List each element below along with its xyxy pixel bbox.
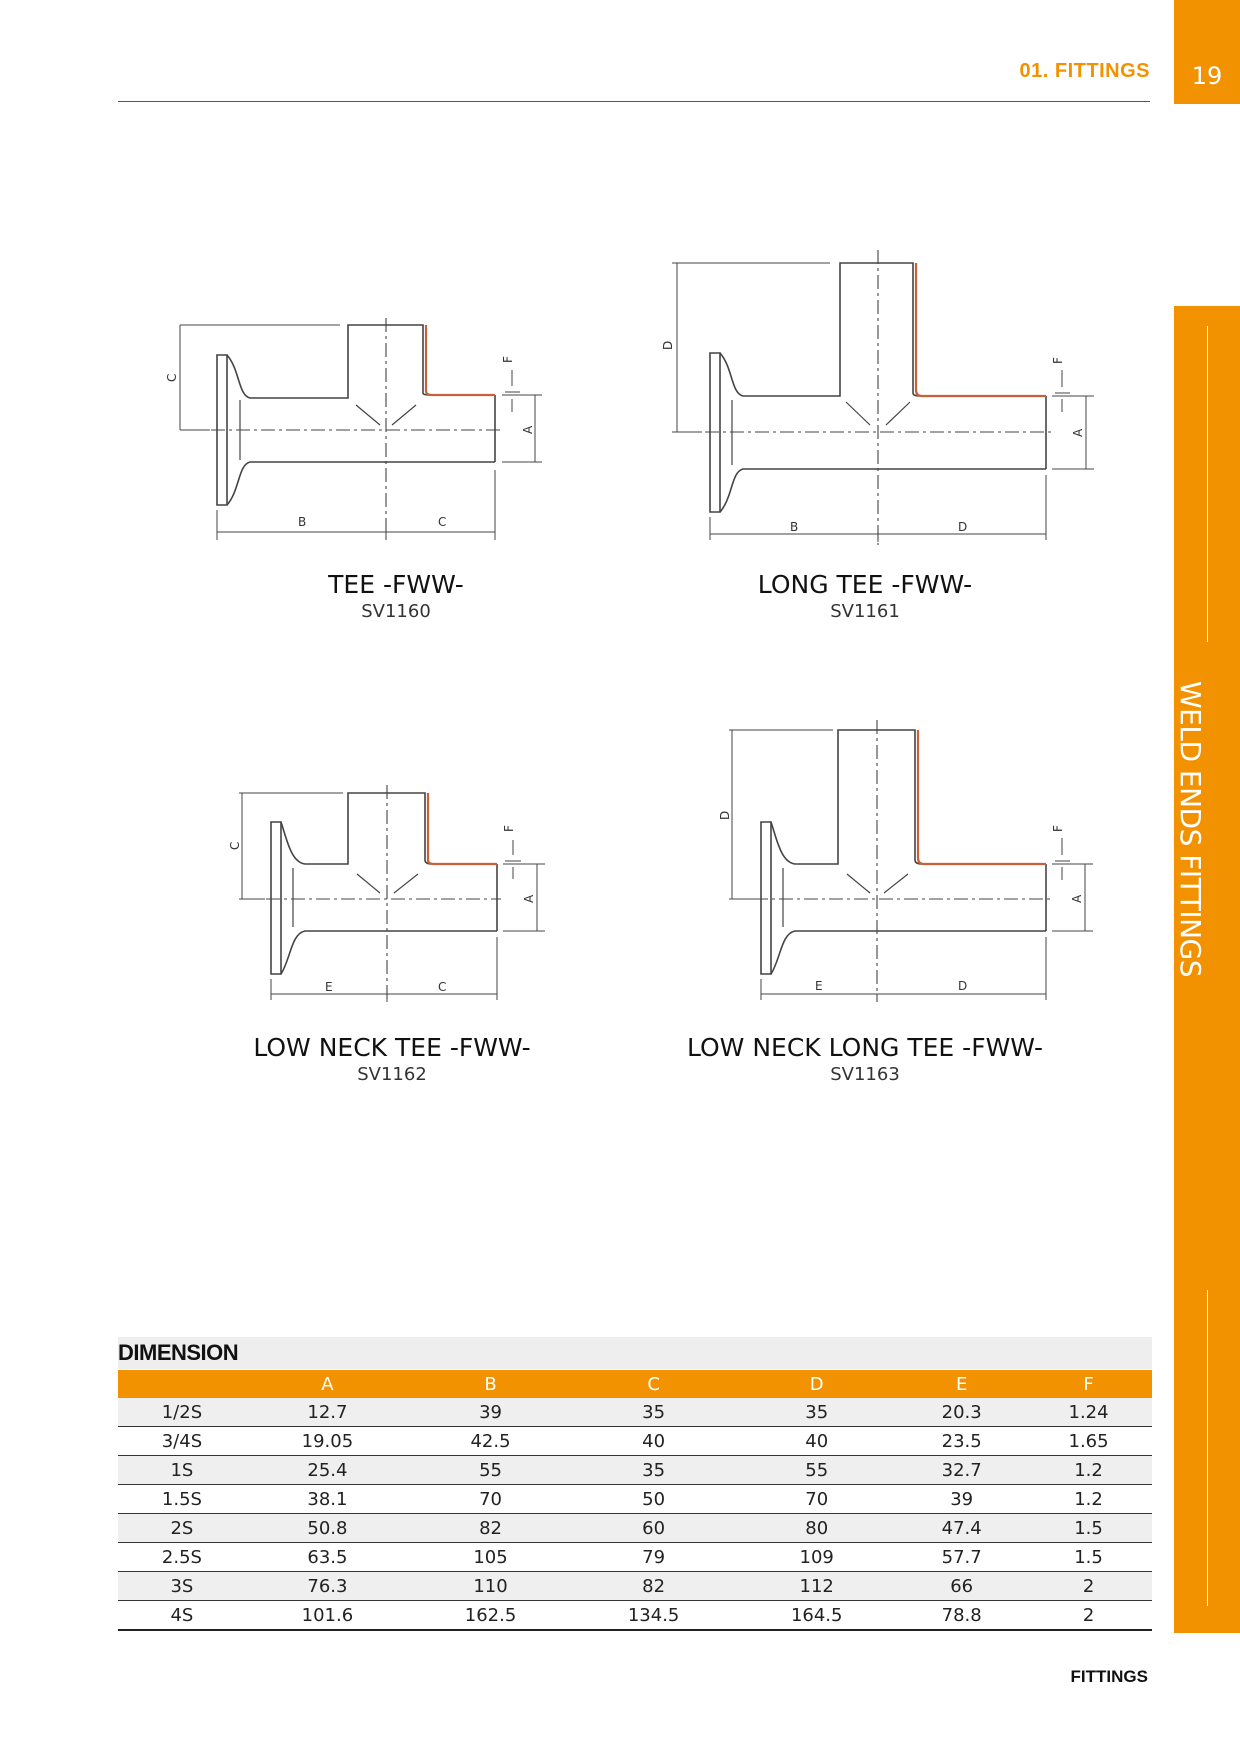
size-cell: 4S: [118, 1601, 246, 1631]
table-cell: 55: [735, 1456, 898, 1485]
low-neck-tee-dim-f: F: [502, 825, 516, 832]
low-neck-long-tee-dim-d-vertical: D: [718, 810, 732, 820]
footer-label: FITTINGS: [1070, 1667, 1148, 1686]
table-cell: 2: [1025, 1601, 1152, 1631]
page-number: 19: [1191, 62, 1223, 90]
tee-title: TEE -FWW-: [328, 570, 464, 599]
side-tab: [1174, 306, 1240, 1633]
table-cell: 105: [409, 1543, 572, 1572]
dimension-header-bar: [118, 1337, 1152, 1369]
table-row: [118, 1456, 1152, 1485]
figure-low-neck-long-tee: [715, 720, 1115, 1010]
figure-long-tee: [660, 250, 1100, 550]
tee-dim-b: B: [298, 515, 307, 529]
table-cell: 35: [572, 1398, 735, 1427]
low-neck-tee-dim-c-vertical: C: [228, 841, 242, 850]
low-neck-tee-dim-e: E: [325, 980, 333, 994]
table-cell: 47.4: [898, 1514, 1025, 1543]
size-cell: 2S: [118, 1514, 246, 1543]
table-cell: 134.5: [572, 1601, 735, 1631]
table-cell: 32.7: [898, 1456, 1025, 1485]
column-header: F: [1025, 1370, 1152, 1398]
table-cell: 12.7: [246, 1398, 409, 1427]
size-cell: 1/2S: [118, 1398, 246, 1427]
low-neck-long-tee-title: LOW NECK LONG TEE -FWW-: [686, 1033, 1044, 1062]
table-cell: 42.5: [409, 1427, 572, 1456]
long-tee-code: SV1161: [830, 601, 900, 622]
table-cell: 57.7: [898, 1543, 1025, 1572]
column-header: B: [409, 1370, 572, 1398]
table-cell: 50.8: [246, 1514, 409, 1543]
table-cell: 19.05: [246, 1427, 409, 1456]
table-cell: 1.24: [1025, 1398, 1152, 1427]
long-tee-dim-f: F: [1051, 357, 1065, 364]
tee-dim-c: C: [438, 515, 447, 529]
table-cell: 110: [409, 1572, 572, 1601]
dimension-title: DIMENSION: [118, 1340, 239, 1365]
table-row: [118, 1572, 1152, 1601]
table-cell: 1.65: [1025, 1427, 1152, 1456]
long-tee-title: LONG TEE -FWW-: [757, 570, 973, 599]
table-cell: 2: [1025, 1572, 1152, 1601]
table-cell: 78.8: [898, 1601, 1025, 1631]
size-cell: 3/4S: [118, 1427, 246, 1456]
column-header: D: [735, 1370, 898, 1398]
table-cell: 55: [409, 1456, 572, 1485]
table-cell: 40: [735, 1427, 898, 1456]
table-cell: 39: [409, 1398, 572, 1427]
tee-dim-c-vertical: C: [165, 373, 179, 382]
table-row: [118, 1485, 1152, 1514]
side-tab-label: WELD ENDS FITTINGS: [1174, 680, 1207, 978]
size-cell: 3S: [118, 1572, 246, 1601]
long-tee-dim-d: D: [958, 520, 968, 534]
column-header: [118, 1370, 246, 1398]
table-cell: 112: [735, 1572, 898, 1601]
table-cell: 70: [409, 1485, 572, 1514]
low-neck-tee-drawing: [225, 780, 565, 1010]
side-divider-top: [1207, 326, 1208, 642]
table-cell: 1.2: [1025, 1485, 1152, 1514]
low-neck-long-tee-dim-f: F: [1051, 825, 1065, 832]
tee-dim-a: A: [521, 425, 535, 434]
tee-code: SV1160: [361, 601, 431, 622]
table-row: [118, 1543, 1152, 1572]
table-cell: 20.3: [898, 1398, 1025, 1427]
size-cell: 1S: [118, 1456, 246, 1485]
table-cell: 101.6: [246, 1601, 409, 1631]
table-row: [118, 1601, 1152, 1631]
table-cell: 1.5: [1025, 1514, 1152, 1543]
figure-low-neck-tee: [225, 780, 565, 1010]
table-row: [118, 1514, 1152, 1543]
low-neck-tee-caption: [162, 1033, 622, 1087]
table-cell: 38.1: [246, 1485, 409, 1514]
side-divider-bottom: [1207, 1290, 1208, 1606]
table-cell: 66: [898, 1572, 1025, 1601]
tee-drawing: [150, 300, 550, 560]
section-heading: 01. FITTINGS: [1019, 60, 1150, 82]
low-neck-tee-dim-c: C: [438, 980, 447, 994]
page-number-tab: [1174, 0, 1240, 104]
low-neck-long-tee-dim-e: E: [815, 979, 823, 993]
long-tee-drawing: [660, 250, 1100, 550]
table-cell: 63.5: [246, 1543, 409, 1572]
dimension-header-row: [118, 1370, 1152, 1398]
table-cell: 164.5: [735, 1601, 898, 1631]
header-rule: [118, 101, 1150, 102]
low-neck-long-tee-caption: [635, 1033, 1095, 1087]
table-row: [118, 1398, 1152, 1427]
low-neck-long-tee-code: SV1163: [830, 1064, 900, 1085]
column-header: A: [246, 1370, 409, 1398]
tee-dim-f: F: [501, 356, 515, 363]
table-cell: 35: [735, 1398, 898, 1427]
table-cell: 1.5: [1025, 1543, 1152, 1572]
table-cell: 70: [735, 1485, 898, 1514]
low-neck-tee-dim-a: A: [522, 894, 536, 903]
table-cell: 79: [572, 1543, 735, 1572]
table-cell: 80: [735, 1514, 898, 1543]
table-cell: 76.3: [246, 1572, 409, 1601]
table-cell: 109: [735, 1543, 898, 1572]
size-cell: 1.5S: [118, 1485, 246, 1514]
low-neck-tee-title: LOW NECK TEE -FWW-: [253, 1033, 531, 1062]
table-cell: 35: [572, 1456, 735, 1485]
table-cell: 50: [572, 1485, 735, 1514]
table-cell: 82: [572, 1572, 735, 1601]
table-cell: 39: [898, 1485, 1025, 1514]
long-tee-dim-a: A: [1071, 428, 1085, 437]
long-tee-dim-b: B: [790, 520, 799, 534]
long-tee-dim-d-vertical: D: [661, 340, 675, 350]
table-row: [118, 1427, 1152, 1456]
table-cell: 23.5: [898, 1427, 1025, 1456]
table-cell: 1.2: [1025, 1456, 1152, 1485]
low-neck-tee-code: SV1162: [357, 1064, 427, 1085]
table-cell: 40: [572, 1427, 735, 1456]
tee-caption: [166, 570, 626, 624]
table-cell: 82: [409, 1514, 572, 1543]
table-cell: 60: [572, 1514, 735, 1543]
table-cell: 162.5: [409, 1601, 572, 1631]
figure-tee: [150, 300, 550, 560]
dimension-table: [118, 1370, 1152, 1631]
long-tee-caption: [635, 570, 1095, 624]
low-neck-long-tee-dim-a: A: [1070, 894, 1084, 903]
size-cell: 2.5S: [118, 1543, 246, 1572]
column-header: E: [898, 1370, 1025, 1398]
table-cell: 25.4: [246, 1456, 409, 1485]
low-neck-long-tee-drawing: [715, 720, 1115, 1010]
column-header: C: [572, 1370, 735, 1398]
low-neck-long-tee-dim-d: D: [958, 979, 968, 993]
